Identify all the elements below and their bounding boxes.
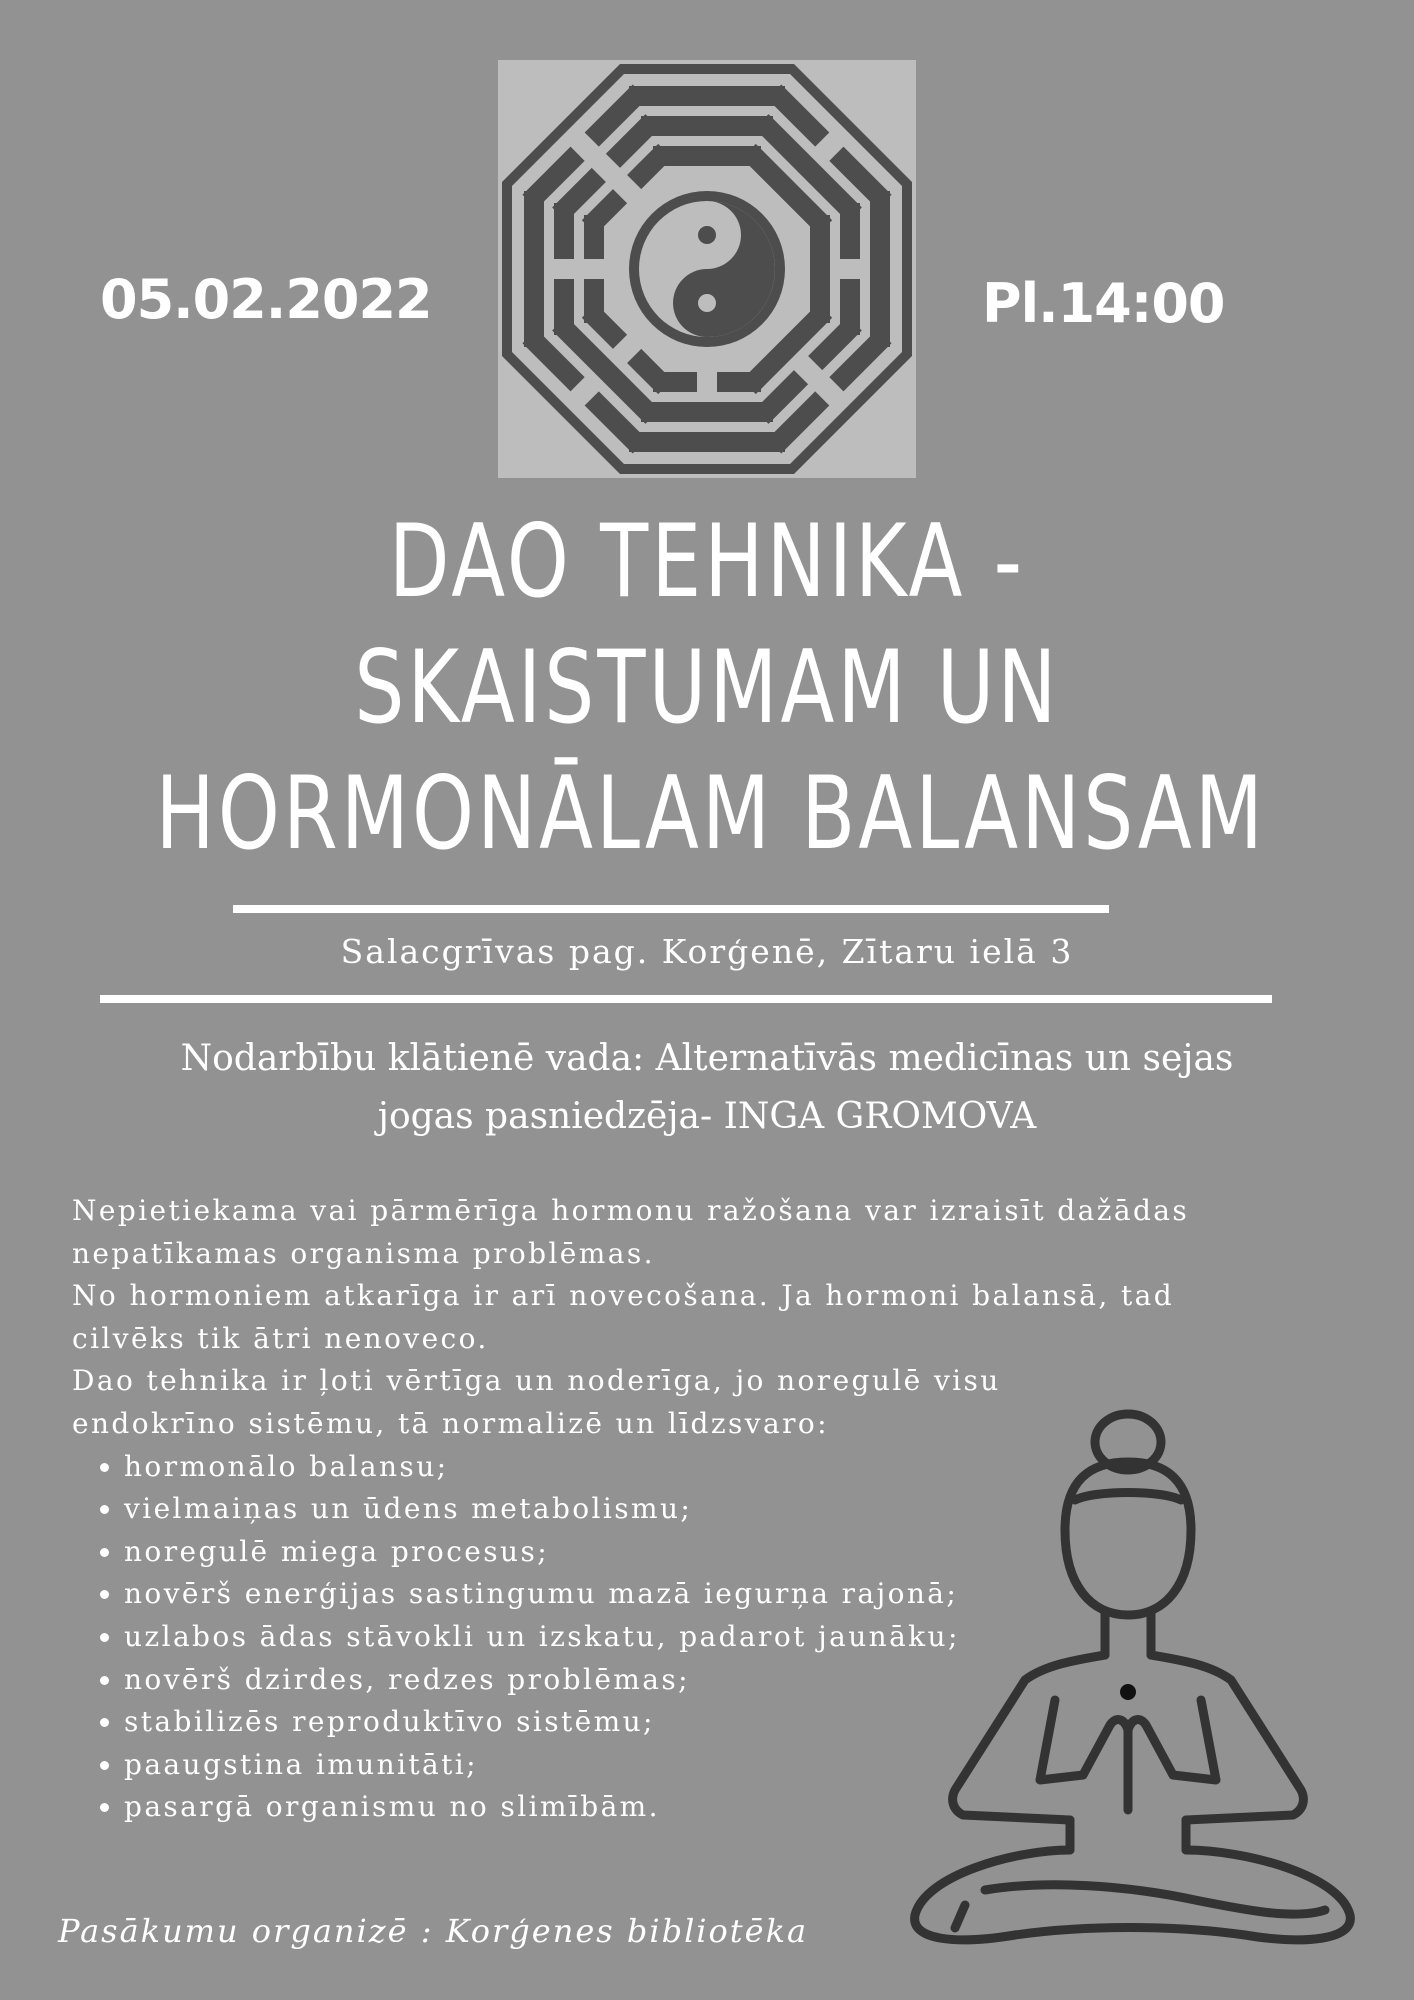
event-date: 05.02.2022	[100, 268, 432, 331]
benefit-item: • novērš dzirdes, redzes problēmas;	[124, 1659, 1292, 1702]
bagua-yin-yang-icon	[498, 60, 916, 478]
divider-top	[233, 905, 1109, 913]
benefit-item: • vielmaiņas un ūdens metabolismu;	[124, 1488, 1292, 1531]
benefit-item: • stabilizēs reproduktīvo sistēmu;	[124, 1701, 1292, 1744]
benefit-item: • noregulē miega procesus;	[124, 1531, 1292, 1574]
event-time: Pl.14:00	[982, 272, 1225, 335]
title-line-2: SKAISTUMAM UN	[354, 628, 1060, 746]
instructor-line-1: Nodarbību klātienē vada: Alternatīvās medicīnas un sejas	[180, 1038, 1234, 1079]
instructor-info	[100, 1030, 1314, 1146]
title-line-1: DAO TEHNIKA -	[388, 502, 1026, 620]
description-paragraph-3: Dao tehnika ir ļoti vērtīga un noderīga, jo noregulē visu endokrīno sistēmu, tā normalizē un līdzsvaro:	[72, 1364, 1001, 1440]
event-title	[155, 498, 1267, 876]
instructor-line-2: jogas pasniedzēja- INGA GROMOVA	[377, 1096, 1037, 1137]
event-address: Salacgrīvas pag. Korģenē, Zītaru ielā 3	[340, 932, 1074, 971]
description-paragraph-2: No hormoniem atkarīga ir arī novecošana. Ja hormoni balansā, tad cilvēks tik ātri nenoveco.	[72, 1279, 1175, 1355]
benefit-item: • hormonālo balansu;	[124, 1446, 1292, 1489]
title-line-3: HORMONĀLAM BALANSAM	[155, 754, 1267, 872]
divider-bottom	[100, 995, 1272, 1003]
description-paragraph-1: Nepietiekama vai pārmērīga hormonu ražošana var izraisīt dažādas nepatīkamas organisma problēmas.	[72, 1194, 1190, 1270]
benefit-item: • novērš enerģijas sastingumu mazā iegurņa rajonā;	[124, 1573, 1292, 1616]
meditating-woman-icon	[895, 1380, 1370, 1955]
benefit-item: • pasargā organismu no slimībām.	[124, 1786, 1292, 1829]
organizer-footer: Pasākumu organizē : Korģenes bibliotēka	[58, 1912, 809, 1950]
benefit-item: • paaugstina imunitāti;	[124, 1744, 1292, 1787]
benefit-item: • uzlabos ādas stāvokli un izskatu, padarot jaunāku;	[124, 1616, 1292, 1659]
